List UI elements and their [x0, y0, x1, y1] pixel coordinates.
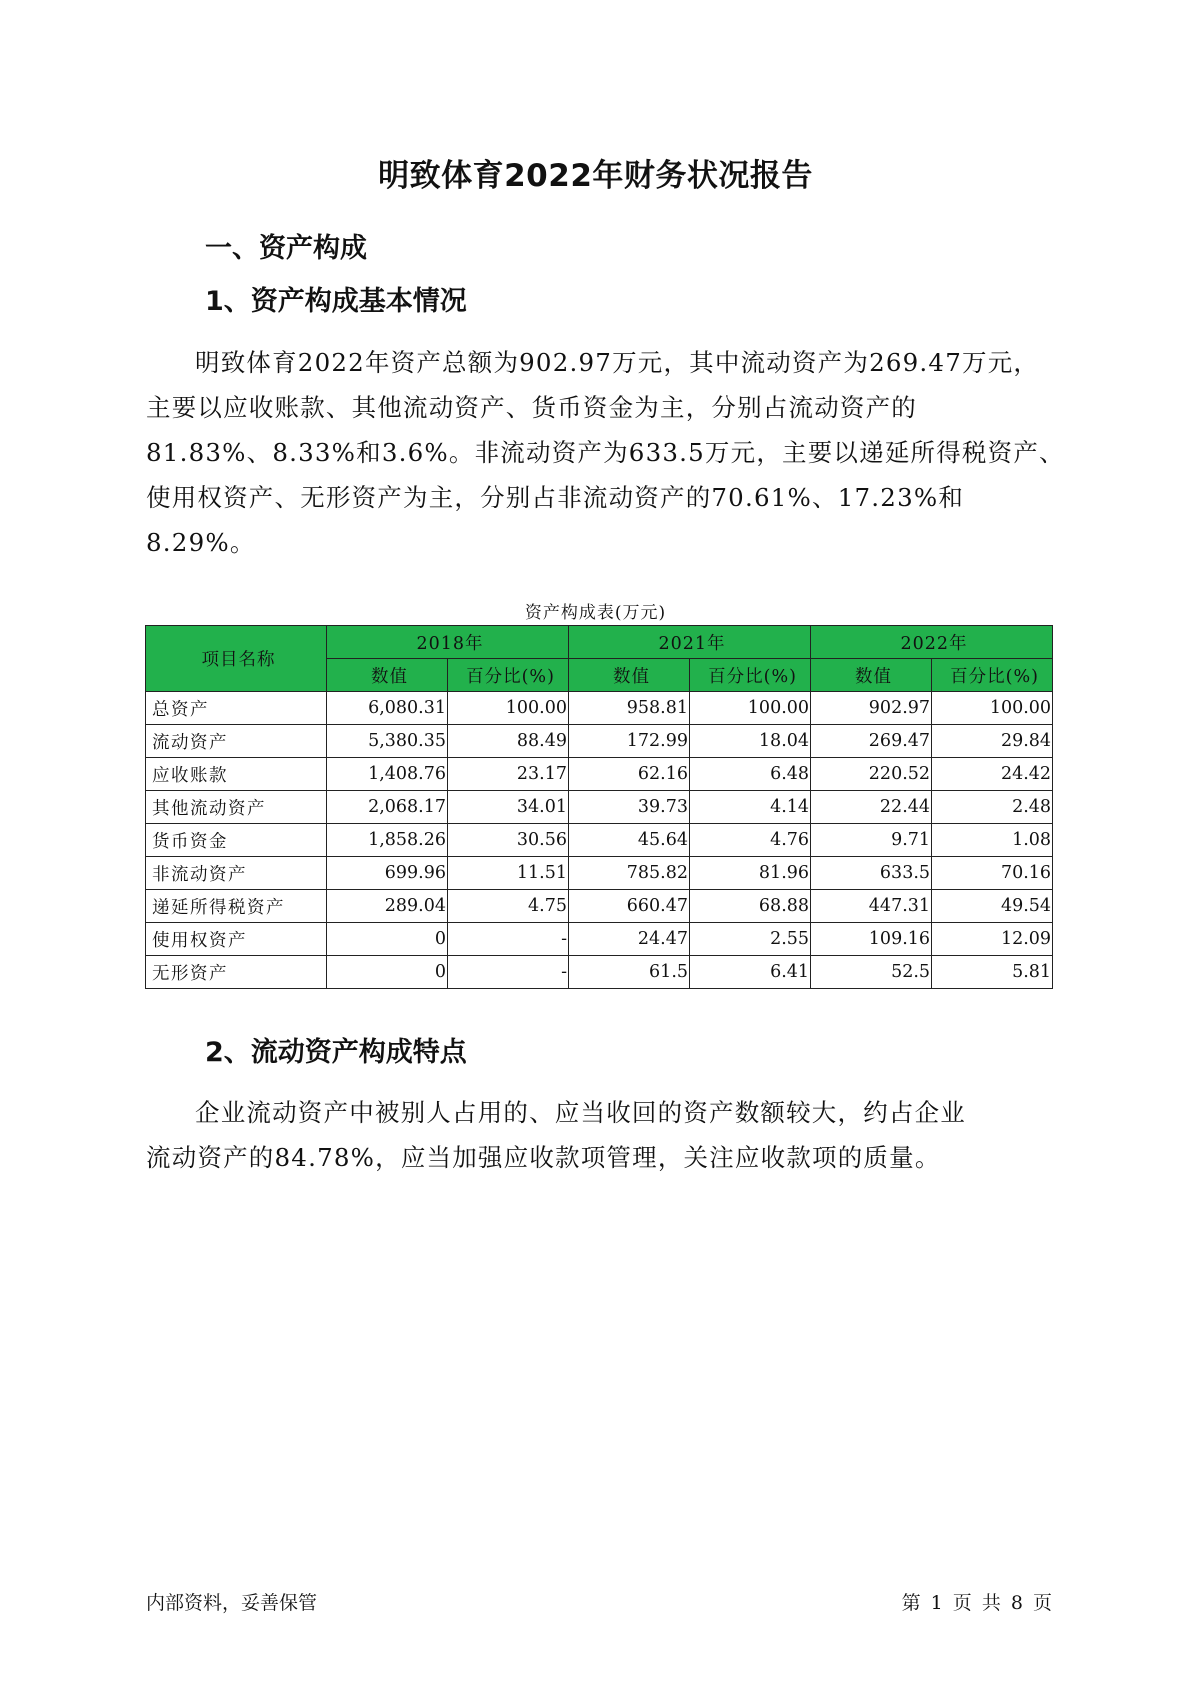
value-cell: 45.64: [569, 824, 690, 857]
asset-composition-table: [145, 625, 1053, 989]
row-label: 流动资产: [146, 725, 327, 758]
value-cell: 902.97: [811, 692, 932, 725]
value-cell: 9.71: [811, 824, 932, 857]
percent-cell: 23.17: [448, 758, 569, 791]
value-cell: 61.5: [569, 956, 690, 989]
percent-cell: 12.09: [932, 923, 1053, 956]
row-label: 其他流动资产: [146, 791, 327, 824]
paragraph-line: 明致体育2022年资产总额为902.97万元，其中流动资产为269.47万元，: [195, 348, 1040, 377]
paragraph-line: 企业流动资产中被别人占用的、应当收回的资产数额较大，约占企业: [195, 1098, 966, 1127]
row-label: 应收账款: [146, 758, 327, 791]
table-row: [146, 923, 1053, 956]
table-row: [146, 890, 1053, 923]
row-label: 递延所得税资产: [146, 890, 327, 923]
paragraph-line: 使用权资产、无形资产为主，分别占非流动资产的70.61%、17.23%和: [146, 483, 965, 512]
table-row: [146, 956, 1053, 989]
percent-cell: 29.84: [932, 725, 1053, 758]
percent-cell: 5.81: [932, 956, 1053, 989]
value-cell: 633.5: [811, 857, 932, 890]
percent-cell: 11.51: [448, 857, 569, 890]
item-name-header: 项目名称: [146, 626, 327, 692]
paragraph-line: 主要以应收账款、其他流动资产、货币资金为主，分别占流动资产的: [146, 393, 917, 422]
value-cell: 0: [327, 956, 448, 989]
value-cell: 447.31: [811, 890, 932, 923]
value-cell: 52.5: [811, 956, 932, 989]
percent-cell: 2.55: [690, 923, 811, 956]
percent-cell: 81.96: [690, 857, 811, 890]
percent-cell: -: [448, 923, 569, 956]
value-cell: 39.73: [569, 791, 690, 824]
value-cell: 22.44: [811, 791, 932, 824]
percent-cell: 4.14: [690, 791, 811, 824]
table-row: [146, 692, 1053, 725]
value-cell: 5,380.35: [327, 725, 448, 758]
value-cell: 24.47: [569, 923, 690, 956]
row-label: 总资产: [146, 692, 327, 725]
value-cell: 958.81: [569, 692, 690, 725]
value-cell: 0: [327, 923, 448, 956]
paragraph-line: 8.29%。: [146, 528, 256, 557]
table-header-row-years: [146, 626, 1053, 659]
footer-confidential-note: 内部资料，妥善保管: [146, 1592, 318, 1614]
year-header-2018: 2018年: [327, 626, 569, 659]
percent-header: 百分比(%): [932, 659, 1053, 692]
percent-cell: -: [448, 956, 569, 989]
subsection-heading-basic-situation: 1、资产构成基本情况: [205, 286, 467, 317]
percent-cell: 88.49: [448, 725, 569, 758]
row-label: 使用权资产: [146, 923, 327, 956]
paragraph-line: 流动资产的84.78%，应当加强应收款项管理，关注应收款项的质量。: [146, 1143, 941, 1172]
year-header-2022: 2022年: [811, 626, 1053, 659]
table-body: [146, 692, 1053, 989]
percent-header: 百分比(%): [448, 659, 569, 692]
value-cell: 269.47: [811, 725, 932, 758]
table-caption: 资产构成表(万元): [524, 603, 667, 623]
row-label: 无形资产: [146, 956, 327, 989]
footer-page-number: 第 1 页 共 8 页: [901, 1592, 1052, 1614]
value-cell: 172.99: [569, 725, 690, 758]
value-header: 数值: [327, 659, 448, 692]
section-heading-asset-composition: 一、资产构成: [205, 233, 367, 264]
subsection-heading-current-asset-features: 2、流动资产构成特点: [205, 1037, 467, 1068]
value-cell: 1,858.26: [327, 824, 448, 857]
percent-cell: 100.00: [690, 692, 811, 725]
paragraph-line: 81.83%、8.33%和3.6%。非流动资产为633.5万元，主要以递延所得税资产、: [146, 438, 1065, 467]
percent-cell: 30.56: [448, 824, 569, 857]
percent-cell: 4.76: [690, 824, 811, 857]
percent-header: 百分比(%): [690, 659, 811, 692]
percent-cell: 2.48: [932, 791, 1053, 824]
value-cell: 785.82: [569, 857, 690, 890]
row-label: 货币资金: [146, 824, 327, 857]
percent-cell: 24.42: [932, 758, 1053, 791]
row-label: 非流动资产: [146, 857, 327, 890]
current-asset-paragraph: [146, 1090, 1052, 1180]
table-row: [146, 758, 1053, 791]
percent-cell: 18.04: [690, 725, 811, 758]
value-cell: 1,408.76: [327, 758, 448, 791]
table-row: [146, 824, 1053, 857]
value-cell: 109.16: [811, 923, 932, 956]
page-title: 明致体育2022年财务状况报告: [378, 158, 813, 194]
percent-cell: 1.08: [932, 824, 1053, 857]
value-cell: 220.52: [811, 758, 932, 791]
year-header-2021: 2021年: [569, 626, 811, 659]
percent-cell: 6.41: [690, 956, 811, 989]
value-cell: 6,080.31: [327, 692, 448, 725]
percent-cell: 70.16: [932, 857, 1053, 890]
percent-cell: 6.48: [690, 758, 811, 791]
percent-cell: 100.00: [448, 692, 569, 725]
value-header: 数值: [811, 659, 932, 692]
value-header: 数值: [569, 659, 690, 692]
percent-cell: 100.00: [932, 692, 1053, 725]
percent-cell: 68.88: [690, 890, 811, 923]
table-row: [146, 791, 1053, 824]
value-cell: 2,068.17: [327, 791, 448, 824]
table-row: [146, 857, 1053, 890]
value-cell: 289.04: [327, 890, 448, 923]
percent-cell: 49.54: [932, 890, 1053, 923]
asset-summary-paragraph: [146, 340, 1065, 565]
percent-cell: 34.01: [448, 791, 569, 824]
percent-cell: 4.75: [448, 890, 569, 923]
value-cell: 660.47: [569, 890, 690, 923]
value-cell: 699.96: [327, 857, 448, 890]
table-row: [146, 725, 1053, 758]
value-cell: 62.16: [569, 758, 690, 791]
